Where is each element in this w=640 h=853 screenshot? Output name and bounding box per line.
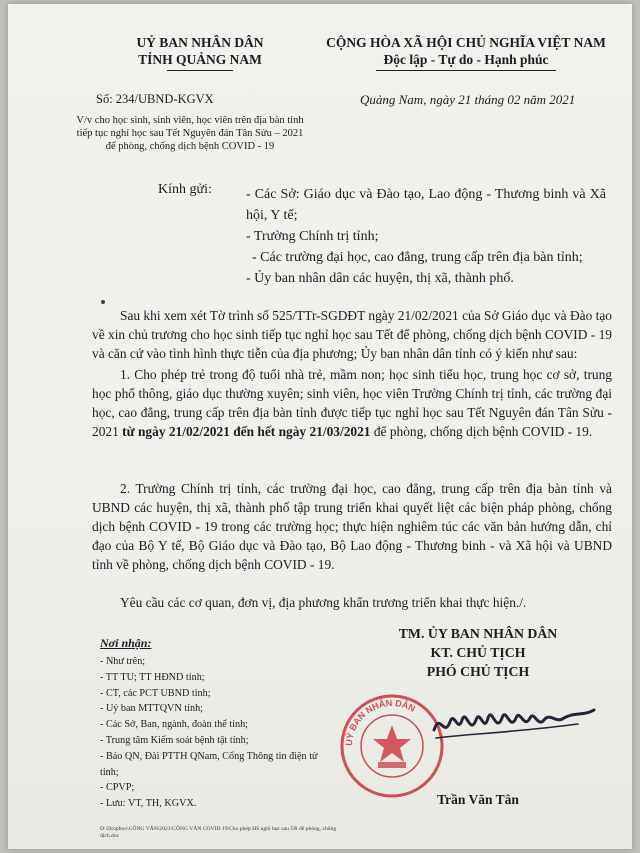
cc-item: - Uỷ ban MTTQVN tỉnh; — [100, 703, 203, 715]
motto-underline — [376, 70, 556, 71]
seal-ring-text: UỶ BAN NHÂN DÂN — [343, 697, 417, 747]
signature-titles — [360, 624, 596, 681]
handwritten-signature — [428, 694, 598, 754]
cc-item: - Trung tâm Kiểm soát bệnh tật tỉnh; — [100, 734, 249, 746]
item-1-paragraph — [92, 365, 612, 441]
cc-item: - CT, các PCT UBND tỉnh; — [100, 687, 211, 699]
issuer-header — [100, 34, 300, 71]
cc-item: - Lưu: VT, TH, KGVX. — [100, 798, 197, 810]
recipients-cc-title: Nơi nhận: — [100, 636, 152, 650]
national-header — [308, 34, 624, 71]
cc-item: - Báo QN, Đài PTTH QNam, Cổng Thông tin điện tử tỉnh; — [100, 750, 318, 778]
document-subject: V/v cho học sinh, sinh viên, học viên trên địa bàn tỉnh tiếp tục nghỉ học sau Tết Nguyên đán Tân Sửu – 2021 để phòng, chống dịch bệnh COVID - 19 — [76, 115, 304, 152]
signer-name: Trần Văn Tân — [437, 792, 519, 807]
document-page — [8, 4, 632, 849]
cc-item: - Các Sở, Ban, ngành, đoàn thể tỉnh; — [100, 719, 248, 731]
document-number: Số: 234/UBND-KGVX — [96, 92, 214, 106]
intro-paragraph: Sau khi xem xét Tờ trình số 525/TTr-SGDĐT ngày 21/02/2021 của Sở Giáo dục và Đào tạo về xin chủ trương cho học sinh tiếp tục nghỉ học sau Tết để phòng, chống dịch bệnh COVID - 19 và căn cứ vào tình hình thực tiễn của địa phương; Ủy ban nhân dân tỉnh có ý kiến như sau: — [92, 308, 612, 361]
file-path-footer: D:\Dropbox\CÔNG VĂN\2021\CÔNG VĂN COVID 19\Cho phép HS nghỉ học sau Tết để phòng, chống dịch.doc — [100, 826, 337, 839]
recipients-list — [246, 184, 606, 289]
item-1-date-range: từ ngày 21/02/2021 đến hết ngày 21/03/2021 — [122, 424, 371, 439]
recipient-item: - Trường Chính trị tỉnh; — [246, 229, 379, 244]
sig-title-3: PHÓ CHỦ TỊCH — [426, 664, 530, 679]
recipient-item: - Các Sở: Giáo dục và Đào tạo, Lao động - Thương binh và Xã hội, Y tế; — [246, 187, 606, 223]
recipient-item: - Ủy ban nhân dân các huyện, thị xã, thành phố. — [246, 271, 514, 286]
svg-text:UỶ BAN NHÂN DÂN — [344, 697, 417, 746]
punch-mark — [101, 300, 105, 304]
item-2-paragraph: 2. Trường Chính trị tỉnh, các trường đại học, cao đẳng, trung cấp trên địa bàn tỉnh và UBND các huyện, thị xã, thành phố tập trung triển khai quyết liệt các biện pháp phòng, chống dịch bệnh COVID - 19 trong các trường học; thực hiện nghiêm túc các văn bản hướng dẫn, chỉ đạo của Bộ Y tế, Bộ Giáo dục và Đào tạo, Bộ Lao động - Thương binh - và Xã hội và UBND tỉnh về phòng, chống dịch bệnh COVID - 19. — [92, 481, 612, 572]
recipient-item: - Các trường đại học, cao đẳng, trung cấp trên địa bàn tỉnh; — [252, 250, 583, 265]
issuer-line-1: UỶ BAN NHÂN DÂN — [136, 35, 264, 50]
recipients-label: Kính gửi: — [158, 182, 212, 197]
national-title: CỘNG HÒA XÃ HỘI CHỦ NGHĨA VIỆT NAM — [326, 35, 606, 50]
issuer-underline — [167, 70, 233, 71]
cc-item: - Như trên; — [100, 656, 146, 667]
item-1-end: để phòng, chống dịch bệnh COVID - 19. — [370, 424, 593, 439]
sig-title-1: TM. ỦY BAN NHÂN DÂN — [398, 626, 558, 641]
item-1-text: 1. Cho phép trẻ trong độ tuổi nhà trẻ, mầm non; học sinh tiểu học, trung học cơ sở, trung học phổ thông, giáo dục thường xuyên; sinh viên, học viên Trường Chính trị tỉnh, các trường đại học, cao đẳng, trung cấp trên địa bàn tỉnh được tiếp tục nghỉ học sau Tết Nguyên đán Tân Sửu - 2021 — [92, 367, 612, 439]
recipients-cc-list — [100, 654, 336, 812]
document-date: Quảng Nam, ngày 21 tháng 02 năm 2021 — [360, 92, 576, 107]
issuer-line-2: TỈNH QUẢNG NAM — [138, 52, 262, 67]
sig-title-2: KT. CHỦ TỊCH — [430, 645, 526, 660]
closing-paragraph: Yêu cầu các cơ quan, đơn vị, địa phương khẩn trương triển khai thực hiện./. — [120, 595, 527, 610]
cc-item: - CPVP; — [100, 782, 135, 794]
cc-item: - TT TU; TT HĐND tỉnh; — [100, 671, 205, 683]
national-motto: Độc lập - Tự do - Hạnh phúc — [383, 52, 549, 67]
